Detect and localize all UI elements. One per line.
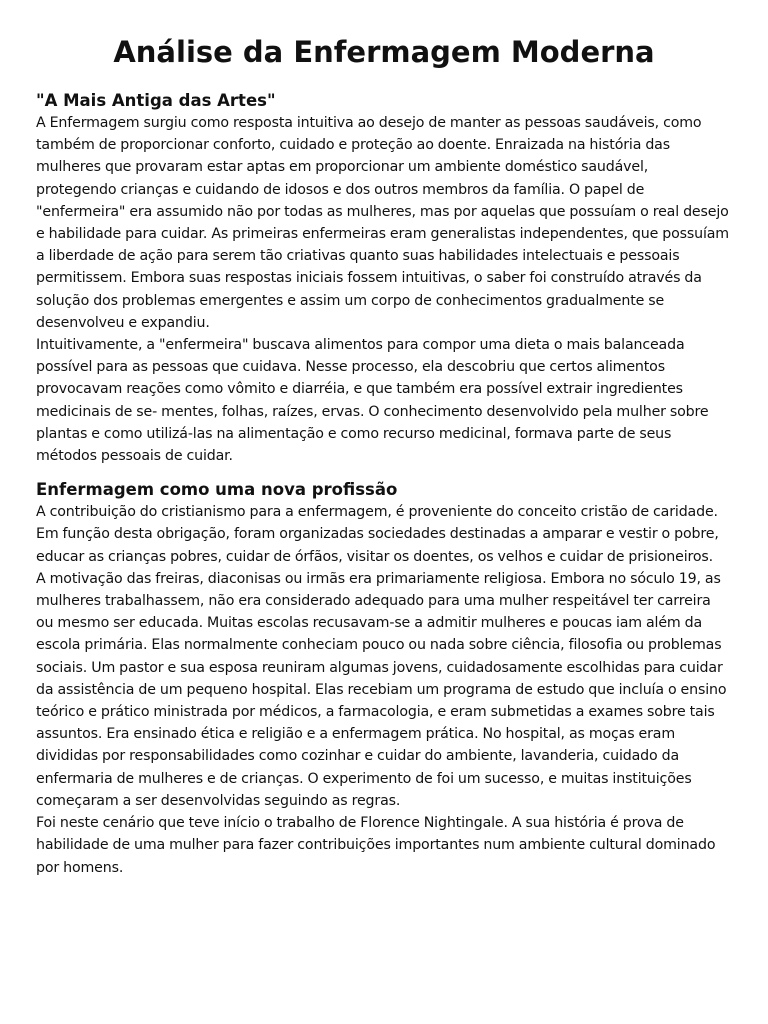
paragraph: A contribuição do cristianismo para a enfermagem, é proveniente do conceito cristão de caridade. Em função desta obrigação, foram organizadas sociedades destinadas a amparar e vestir o pobre, educar as crianças pobres, cuidar de órfãos, visitar os doentes, os velhos e cuidar de prisioneiros.: [36, 504, 719, 565]
paragraph: A motivação das freiras, diaconisas ou irmãs era primariamente religiosa. Embora no sóculo 19, as mulheres trabalhassem, não era considerado adequado para uma mulher respeitável ter carreira ou mesmo ser educada. Muitas escolas recusavam-se a admitir mulheres e poucas iam além da escola primária. Elas normalmente conheciam pouco ou nada sobre ciência, filosofia ou problemas sociais. Um pastor e sua esposa reuniram algumas jovens, cuidadosamente escolhidas para cuidar da assistência de um pequeno hospital. Elas recebiam um programa de estudo que incluía o ensino teórico e prático ministrada por médicos, a farmacologia, e eram submetidas a exames sobre tais assuntos. Era ensinado ética e religião e a enfermagem prática. No hospital, as moças eram divididas por responsabilidades como cozinhar e cuidar do ambiente, lavanderia, cuidado da enfermaria de mulheres e de crianças. O experimento de foi um sucesso, e muitas instituições começaram a ser desenvolvidas seguindo as regras.: [36, 570, 727, 809]
document-page: [36, 0, 732, 879]
paragraph: Intuitivamente, a "enfermeira" buscava alimentos para compor uma dieta o mais balanceada possível para as pessoas que cuidava. Nesse processo, ela descobriu que certos alimentos provocavam reações como vômito e diarréia, e que também era possível extrair ingredientes medicinais de se- mentes, folhas, raízes, ervas. O conhecimento desenvolvido pela mulher sobre plantas e como utilizá-las na alimentação e como recurso medicinal, formava parte de seus métodos pessoais de cuidar.: [36, 337, 709, 465]
section-heading-ancient-art: "A Mais Antiga das Artes": [36, 91, 276, 110]
document-title: Análise da Enfermagem Moderna: [113, 35, 655, 69]
section-heading-new-profession: Enfermagem como uma nova profissão: [36, 480, 398, 500]
paragraph: A Enfermagem surgiu como resposta intuitiva ao desejo de manter as pessoas saudáveis, como também de proporcionar conforto, cuidado e proteção ao doente. Enraizada na história das mulheres que provaram estar aptas em proporcionar um ambiente doméstico saudável, protegendo crianças e cuidando de idosos e dos outros membros da família. O papel de "enfermeira" era assumido não por todas as mulheres, mas por aquelas que possuíam o real desejo e habilidade para cuidar. As primeiras enfermeiras eram generalistas independentes, que possuíam a liberdade de ação para serem tão criativas quanto suas habilidades intelectuais e pessoais permitissem. Embora suas respostas iniciais fossem intuitivas, o saber foi construído através da solução dos problemas emergentes e assim um corpo de conhecimentos gradualmente se desenvolveu e expandiu.: [36, 115, 729, 331]
paragraph: Foi neste cenário que teve início o trabalho de Florence Nightingale. A sua história é prova de habilidade de uma mulher para fazer contribuições importantes num ambiente cultural dominado por homens.: [36, 815, 716, 876]
